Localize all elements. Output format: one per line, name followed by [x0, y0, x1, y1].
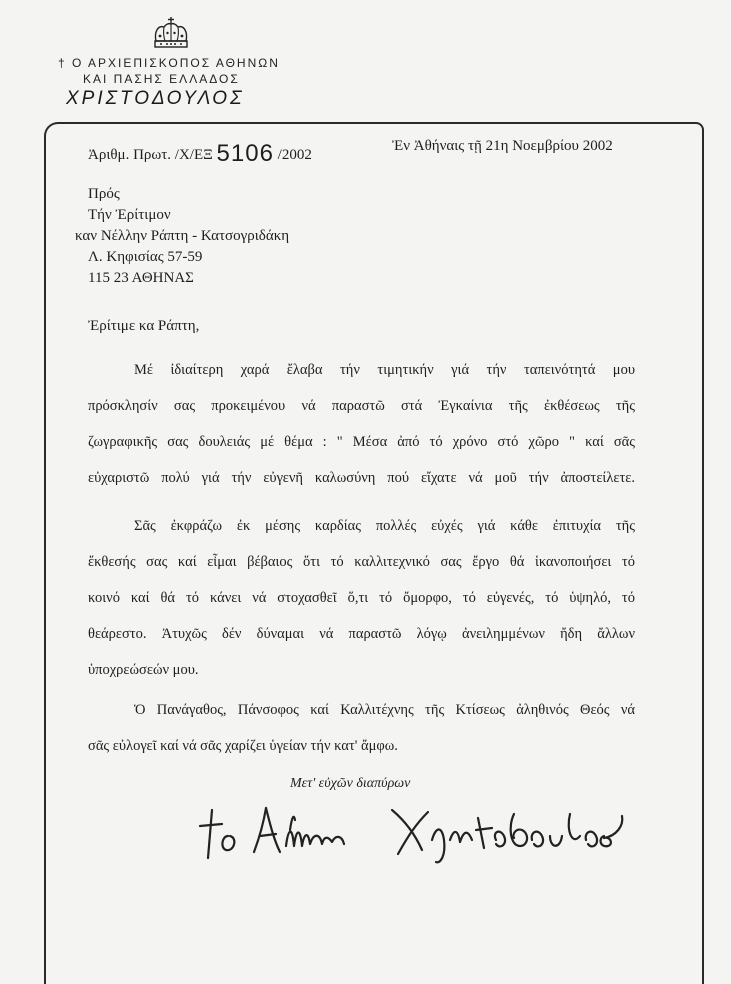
letter-date: Ἐν Ἀθήναις τῇ 21η Νοεμβρίου 2002 [392, 138, 613, 154]
protocol-number [88, 140, 312, 168]
letterhead-title-line1: † Ο ΑΡΧΙΕΠΙΣΚΟΠΟΣ ΑΘΗΝΩΝ [58, 56, 280, 70]
recipient-line1: Τήν Ἐρίτιμον [88, 207, 171, 223]
paragraph-1-line: πρόσκλησίν σας προκειμένου νά παραστῶ στά Ἐγκαίνια τῆς ἐκθέσεως τῆς [88, 398, 635, 414]
paragraph-2-line: ἔκθεσής σας καί εἶμαι βέβαιος ὅτι τό καλλιτεχνικό σας ἔργο θά ἱκανοποιήσει τό [88, 554, 635, 570]
protocol-number-value: 5106 [216, 140, 274, 167]
paragraph-1-line: εὐχαριστῶ πολύ γιά τήν εὐγενῆ καλωσύνη πού εἴχατε νά μοῦ τήν ἀποστείλετε. [88, 470, 635, 486]
handwritten-signature [196, 796, 656, 866]
paragraph-2-line: θεάρεστο. Ἀτυχῶς δέν δύναμαι νά παραστῶ λόγῳ ἀνειλημμένων ἤδη ἄλλων [88, 626, 635, 642]
protocol-suffix: /2002 [277, 147, 312, 163]
paragraph-3-line: σᾶς εὐλογεῖ καί νά σᾶς χαρίζει ὑγείαν τήν κατ' ἄμφω. [88, 738, 398, 754]
recipient-line4: 115 23 ΑΘΗΝΑΣ [88, 270, 194, 286]
recipient-line2: καν Νέλλην Ράπτη - Κατσογριδάκη [75, 228, 290, 244]
paragraph-3-line: Ὁ Πανάγαθος, Πάνσοφος καί Καλλιτέχνης τῆς Κτίσεως ἀληθινός Θεός νά [134, 702, 635, 718]
paragraph-2-line: κοινό καί θά τό κάνει νά στοχασθεῖ ὅ,τι τό ὄμορφο, τό εὐγενές, τό ὑψηλό, τό [88, 590, 635, 606]
recipient-line3: Λ. Κηφισίας 57-59 [88, 249, 203, 265]
paragraph-2-line: ὑποχρεώσεών μου. [88, 662, 199, 678]
closing-phrase: Μετ' εὐχῶν διαπύρων [290, 776, 411, 791]
recipient-to: Πρός [88, 186, 120, 202]
paragraph-2-line: Σᾶς ἐκφράζω ἐκ μέσης καρδίας πολλές εὐχές γιά κάθε ἐπιτυχία τῆς [134, 518, 635, 534]
salutation: Ἐρίτιμε κα Ράπτη, [88, 318, 200, 334]
paragraph-1-line: Μέ ἰδιαίτερη χαρά ἔλαβα τήν τιμητικήν γιά τήν ταπεινότητά μου [134, 362, 635, 378]
letterhead-title-line2: ΚΑΙ ΠΑΣΗΣ ΕΛΛΑΔΟΣ [83, 72, 240, 86]
letterhead-name: ΧΡΙΣΤΟΔΟΥΛΟΣ [66, 88, 245, 109]
crown-emblem-icon [150, 16, 192, 50]
protocol-prefix: Ἀριθμ. Πρωτ. /Χ/ΕΞ [88, 147, 213, 163]
paragraph-1-line: ζωγραφικῆς σας δουλειάς μέ θέμα : " Μέσα ἀπό τό χρόνο στό χῶρο " καί σᾶς [88, 434, 635, 450]
